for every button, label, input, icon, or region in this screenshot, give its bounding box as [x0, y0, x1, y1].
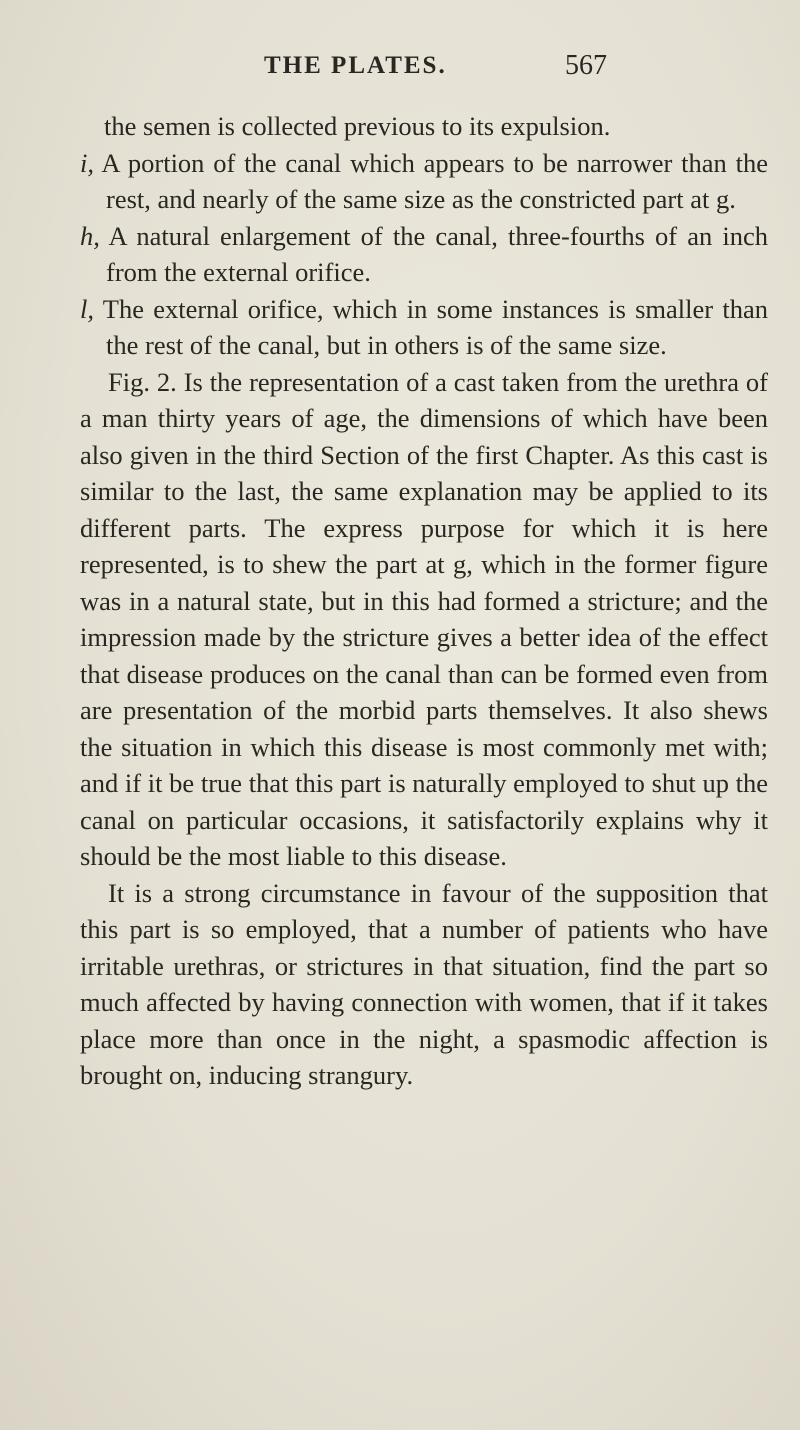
item-marker: h, [80, 220, 100, 251]
item-text: A portion of the canal which appears to be narrower than the rest, and nearly of the same size as the constricted part at g. [101, 147, 768, 214]
list-item [80, 145, 768, 218]
item-marker: l, [80, 293, 94, 324]
opening-line: the semen is collected previous to its expulsion. [104, 111, 611, 141]
page-number: 567 [565, 50, 607, 81]
list-item [80, 291, 768, 364]
running-head: THE PLATES. [264, 52, 447, 79]
body-text [80, 108, 768, 1094]
paragraph-fig-2: Fig. 2. Is the representation of a cast taken from the urethra of a man thirty years of age, the dimensions of which have been also given in the third Section of the first Chapter. As this cast is similar to the last, the same explanation may be applied to its different parts. The express purpose for which it is here represented, is to shew the part at g, which in the former figure was in a natural state, but in this had formed a stricture; and the impression made by the stricture gives a better idea of the effect that disease produces on the canal than can be formed even from are presentation of the morbid parts themselves. It also shews the situation in which this disease is most commonly met with; and if it be true that this part is naturally employed to shut up the canal on particular occasions, it satisfactorily explains why it should be the most liable to this disease. [80, 366, 768, 871]
item-text: The external orifice, which in some instances is smaller than the rest of the canal, but in others is of the same size. [102, 293, 768, 360]
item-marker: i, [80, 147, 94, 178]
item-text: A natural enlargement of the canal, three-fourths of an inch from the external orifice. [106, 220, 768, 287]
page-header [0, 52, 800, 92]
list-item [80, 218, 768, 291]
paragraph-strong-circumstance: It is a strong circumstance in favour of the supposition that this part is so employed, that a number of patients who have irritable urethras, or strictures in that situation, find the part so much affected by having connection with women, that if it takes place more than once in the night, a spasmodic affection is brought on, inducing strangury. [80, 877, 768, 1090]
